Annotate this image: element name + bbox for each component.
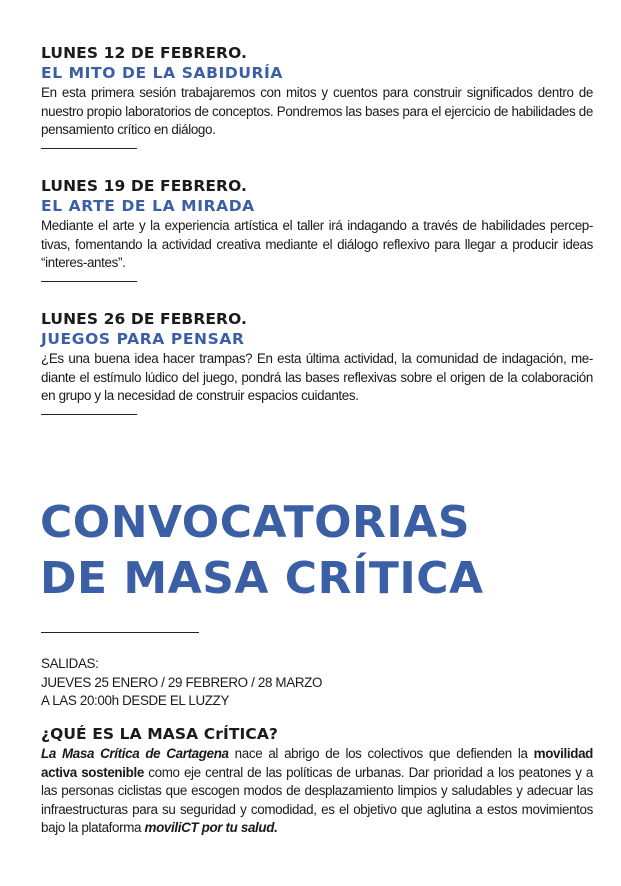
section-heading-line-1: CONVOCATORIAS xyxy=(40,497,471,548)
session-description: ¿Es una buena idea hacer trampas? En esta última actividad, la comunidad de indagación, me-diante el estímulo lúdico del juego, pondrá las bases reflexivas sobre el origen de la colaboración en grupo y la necesidad de construir espacios cuidantes. xyxy=(41,351,593,404)
session-title: EL ARTE DE LA MIRADA xyxy=(41,197,255,215)
masa-critica-name: La Masa Crítica de Cartagena xyxy=(41,746,229,761)
body-text: como eje central de las políticas de urbanas. Dar prioridad a los peatones y a las personas ciclistas que escogen modos de desplazamiento limpios y saludables y adecuar las infraestructuras para su seguridad y comodidad, es el objetivo que aglutina a estos movimientos bajo la plataforma xyxy=(41,764,593,836)
session-description: Mediante el arte y la experiencia artística el taller irá indagando a través de habilidades percep-tivas, fomentando la actividad creativa mediante el diálogo reflexivo para llegar a producir ideas “interes-antes”. xyxy=(41,218,593,271)
heading-divider xyxy=(41,632,199,633)
body-text: nace al abrigo de los colectivos que defienden la xyxy=(228,746,534,761)
salidas-label: SALIDAS: xyxy=(41,656,99,671)
divider xyxy=(41,281,137,282)
movilidad-emphasis: movilidad activa sostenible xyxy=(41,746,594,780)
divider xyxy=(41,148,137,149)
session-1 xyxy=(41,44,593,149)
question-title: ¿QUÉ ES LA MASA CrÍTICA? xyxy=(41,725,279,743)
question-body xyxy=(41,745,593,838)
session-date: LUNES 12 DE FEBRERO. xyxy=(41,44,248,62)
session-title: EL MITO DE LA SABIDURÍA xyxy=(41,64,284,82)
session-3 xyxy=(41,310,593,415)
session-title: JUEGOS PARA PENSAR xyxy=(41,330,245,348)
session-2 xyxy=(41,177,593,282)
platform-name: moviliCT por tu salud. xyxy=(144,820,278,836)
session-date: LUNES 19 DE FEBRERO. xyxy=(41,177,248,195)
salidas-dates: JUEVES 25 ENERO / 29 FEBRERO / 28 MARZO xyxy=(41,674,323,690)
salidas-info xyxy=(41,655,322,711)
session-date: LUNES 26 DE FEBRERO. xyxy=(41,310,248,328)
section-heading-line-2: DE MASA CRÍTICA xyxy=(40,553,484,604)
session-description: En esta primera sesión trabajaremos con mitos y cuentos para construir significados dentro de nuestro propio laboratorios de conceptos. Pondremos las bases para el ejercicio de habilidades de pensamiento crítico en diálogo. xyxy=(41,85,593,138)
salidas-time-place: A LAS 20:00h DESDE EL LUZZY xyxy=(41,693,230,709)
divider xyxy=(41,414,137,415)
